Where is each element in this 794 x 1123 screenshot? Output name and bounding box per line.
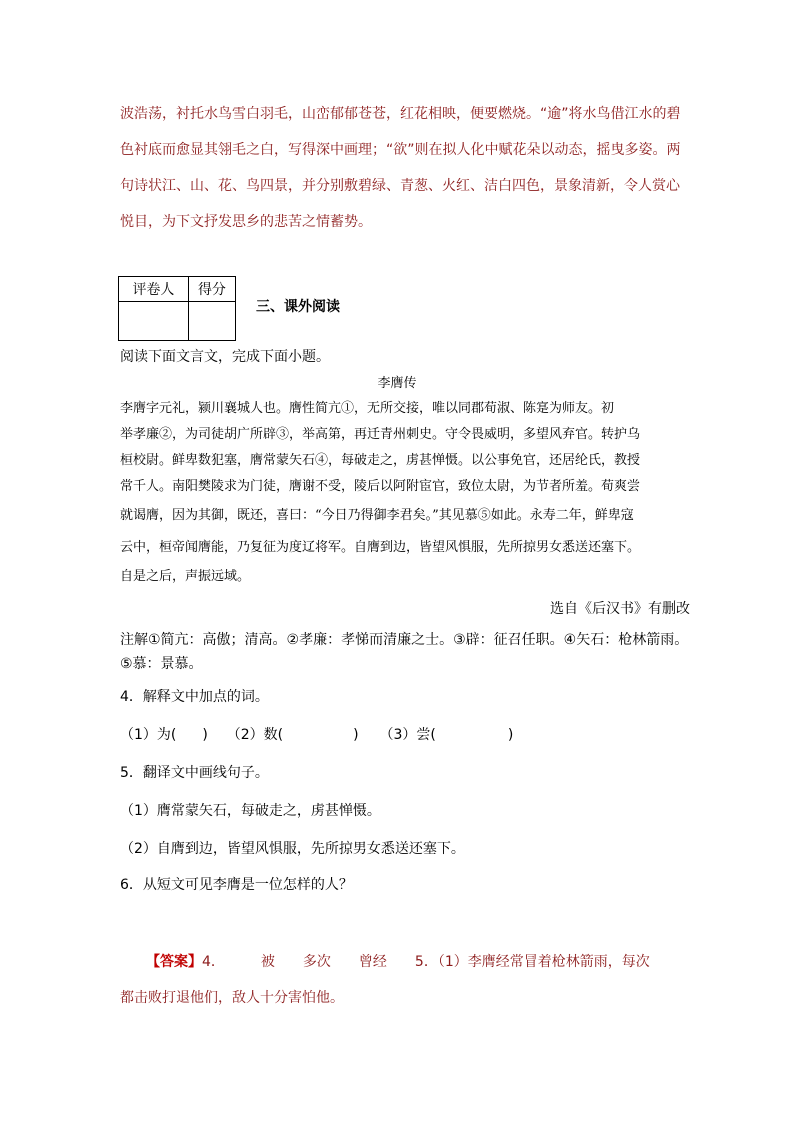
passage-line: 常千人。南阳樊陵求为门徒，膺谢不受，陵后以阿附宦官，致位太尉，为节者所羞。荀爽尝 [120,479,641,494]
blank-2-label: （2）数( [226,727,284,743]
top-paragraph [120,96,690,240]
instruction: 阅读下面文言文，完成下面小题。 [120,349,330,365]
passage-line: 举孝廉②，为司徒胡广所辟③，举高第，再迁青州刺史。守令畏威明，多望风弃官。转护乌 [120,427,641,442]
answer-q4-label: 4． [202,954,225,970]
top-line: 波浩荡，衬托水鸟雪白羽毛，山峦郁郁苍苍，红花相映，便要燃烧。“逾”将水鸟借江水的碧 [120,106,681,122]
blank-3-label: （3）尝( [379,727,436,743]
score-cell[interactable] [188,302,235,341]
blank-1-close: ) [202,727,208,743]
blank-2-close: ) [353,727,359,743]
question-5-sentence-2: （2）自膺到边，皆望风惧服，先所掠男女悉送还塞下。 [120,841,465,857]
score-table [118,276,236,341]
passage [120,396,690,590]
notes [120,628,688,676]
answer-tag: 【答案】 [146,954,202,970]
answer-word-2: 多次 [302,954,331,970]
top-line: 句诗状江、山、花、鸟四景，并分别敷碧绿、青葱、火红、洁白四色，景象清新，令人赏心 [120,178,680,194]
passage-line: 自是之后，声振远域。 [120,569,251,584]
answer-line-2: 都击败打退他们，敌人十分害怕他。 [120,990,344,1006]
passage-line: 李膺字元礼，颍川襄城人也。膺性简亢①，无所交接，唯以同郡荀淑、陈寔为师友。初 [120,401,615,416]
question-5: 5．翻译文中画线句子。 [120,765,269,781]
section-title: 三、课外阅读 [256,299,340,315]
score-table-header-score: 得分 [188,277,235,302]
blank-1-label: （1）为( [120,727,177,743]
answer-q5-text: 5．（1）李膺经常冒着枪林箭雨，每次 [414,954,650,970]
answer-word-3: 曾经 [358,954,387,970]
passage-line: 就谒膺，因为其御，既还，喜曰：“今日乃得御李君矣。”其见慕⑤如此。永寿二年，鲜卑寇 [120,508,634,523]
question-5-sentence-1: （1）膺常蒙矢石，每破走之，虏甚惮慑。 [120,803,381,819]
grader-cell[interactable] [119,302,189,341]
passage-title: 李膺传 [377,376,417,391]
passage-line: 云中，桓帝闻膺能，乃复征为度辽将军。自膺到边，皆望风惧服，先所掠男女悉送还塞下。 [120,540,641,555]
top-line: 色衬底而愈显其翎毛之白，写得深中画理；“欲”则在拟人化中赋花朵以动态，摇曳多姿。两 [120,142,681,158]
notes-line: 注解①简亢：高傲；清高。②孝廉：孝悌而清廉之士。③辟：征召任职。④矢石：枪林箭雨。 [120,632,689,648]
question-4: 4．解释文中加点的词。 [120,689,269,705]
passage-line: 桓校尉。鲜卑数犯塞，膺常蒙矢石④，每破走之，虏甚惮慑。以公事免官，还居纶氏，教授 [120,453,641,468]
answer-block [120,944,710,1016]
question-6: 6．从短文可见李膺是一位怎样的人？ [120,877,353,893]
blank-3-close: ) [507,727,514,743]
score-table-header-grader: 评卷人 [119,277,189,302]
answer-word-1: 被 [260,954,275,970]
notes-line: ⑤慕：景慕。 [120,656,203,672]
question-4-blanks [120,724,513,744]
passage-source: 选自《后汉书》有删改 [550,601,690,617]
top-line: 悦目，为下文抒发思乡的悲苦之情蓄势。 [120,214,372,230]
